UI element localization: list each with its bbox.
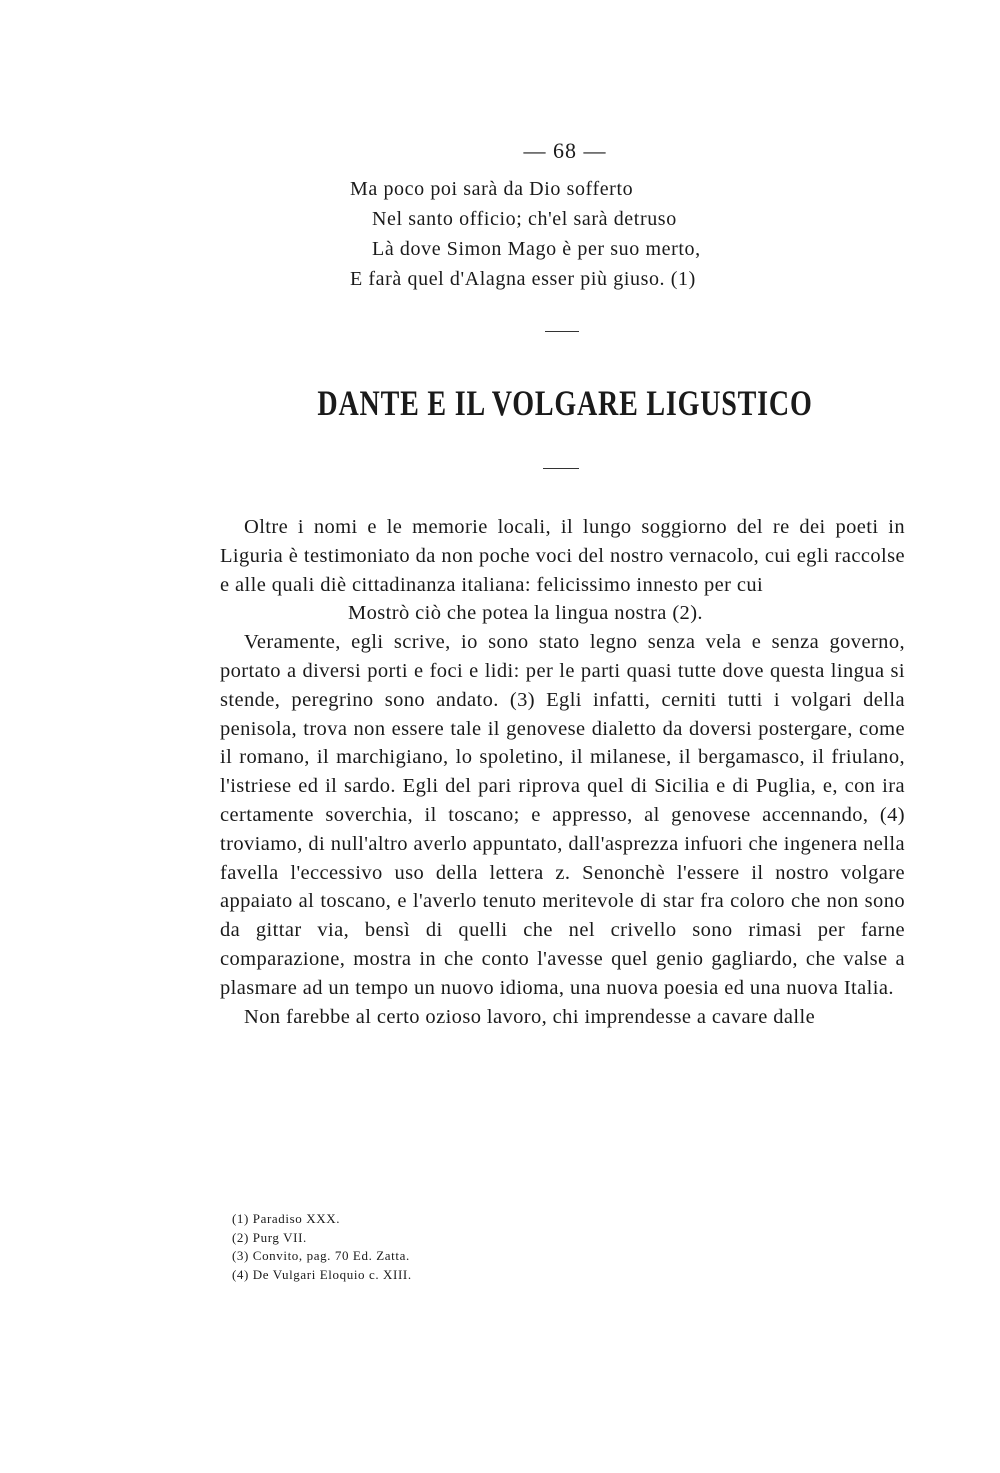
footnote: (1) Paradiso XXX. bbox=[232, 1211, 341, 1226]
section-divider-top bbox=[545, 331, 579, 332]
section-divider-bottom bbox=[543, 468, 579, 469]
footnote: (2) Purg VII. bbox=[232, 1229, 307, 1245]
verse-quotation bbox=[350, 174, 701, 294]
footnote: (4) De Vulgari Eloquio c. XIII. bbox=[232, 1266, 412, 1282]
verse-line: Nel santo officio; ch'el sarà detruso bbox=[372, 208, 677, 230]
body-text bbox=[220, 513, 905, 1031]
paragraph: Non farebbe al certo ozioso lavoro, chi imprendesse a cavare dalle bbox=[244, 1005, 816, 1028]
paragraph: Veramente, egli scrive, io sono stato legno senza vela e senza governo, portato a diversi porti e foci e lidi: per le parti quasi tutte dove questa lingua si stende, peregrino sono andato. (3) Egli infatti, cerniti tutti i volgari della penisola, trova non essere tale il genovese dialetto da doversi postergare, come il romano, il marchigiano, lo spoletino, il milanese, il bergamasco, il friulano, l'istriese ed il sardo. Egli del pari riprova quel di Sicilia e di Puglia, e, con ira certamente soverchia, il toscano; e appresso, al genovese accennando, (4) troviamo, di null'altro averlo appuntato, dall'asprezza infuori che ingenera nella favella l'eccessivo uso della lettera z. Senonchè l'essere il nostro volgare appaiato al toscano, e l'averlo tenuto meritevole di star fra coloro che non sono da gittar via, bensì di quelli che nel crivello sono rimasi per farne comparazione, mostra in che conto l'avesse quel genio gagliardo, che valse a plasmare ad un tempo un nuovo idioma, una nuova poesia ed una nuova Italia. bbox=[220, 631, 905, 999]
verse-line: E farà quel d'Alagna esser più giuso. (1) bbox=[350, 268, 696, 290]
footnote: (3) Convito, pag. 70 Ed. Zatta. bbox=[232, 1248, 410, 1263]
paragraph: Oltre i nomi e le memorie locali, il lungo soggiorno del re dei poeti in Liguria è testimoniato da non poche voci del nostro vernacolo, cui egli raccolse e alle quali diè cittadinanza italiana: felicissimo innesto per cui bbox=[220, 516, 905, 596]
verse-line: Là dove Simon Mago è per suo merto, bbox=[372, 238, 701, 260]
footnotes bbox=[232, 1210, 412, 1284]
page-number: — 68 — bbox=[523, 138, 607, 163]
inline-quotation: Mostrò ciò che potea la lingua nostra (2). bbox=[348, 602, 703, 625]
chapter-title: DANTE E IL VOLGARE LIGUSTICO bbox=[317, 383, 813, 423]
verse-line: Ma poco poi sarà da Dio sofferto bbox=[350, 178, 634, 200]
